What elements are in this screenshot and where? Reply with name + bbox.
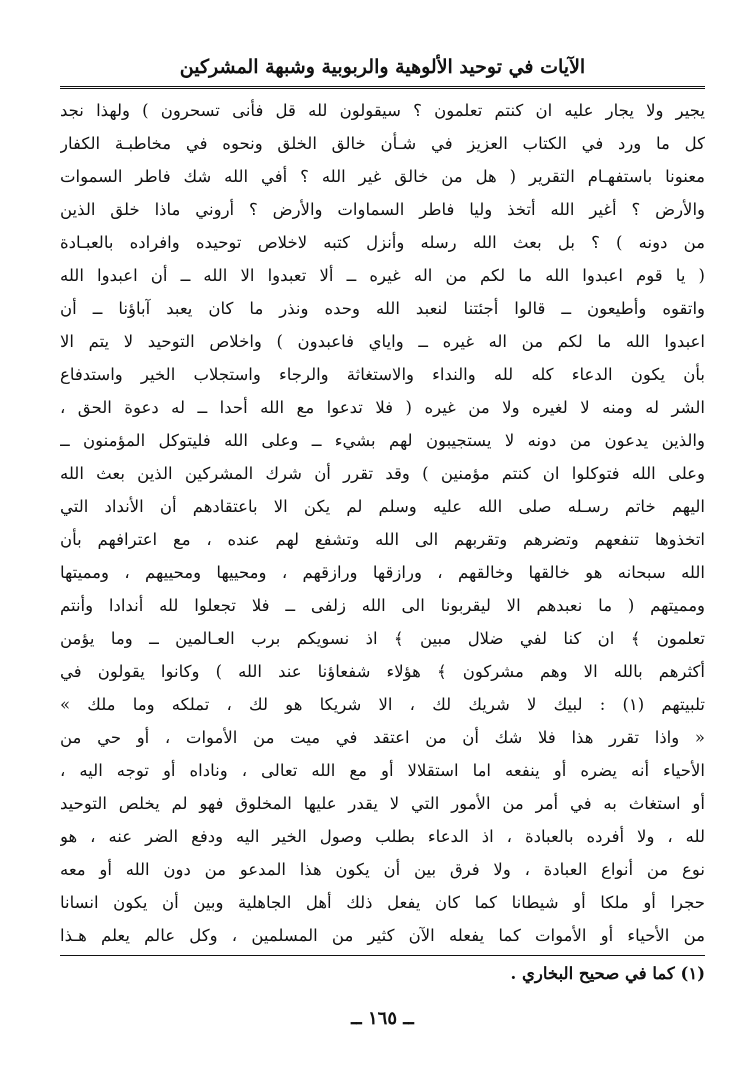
footnote: (١) كما في صحيح البخاري . bbox=[510, 964, 705, 983]
body-line: معنونا باستفهـام التقرير ( هل من خالق غير الله ؟ أفي الله شك فاطر السموات bbox=[60, 167, 705, 186]
body-line: الله سبحانه هو خالقها وخالقهم ، ورازقها ورازقهم ، ومحييها ومحييهم ، ومميتها bbox=[60, 563, 705, 582]
body-line: وعلى الله فتوكلوا ان كنتم مؤمنين ) وقد تقرر أن شرك المشركين الذين بعث الله bbox=[60, 464, 705, 483]
body-line: والذين يدعون من دونه لا يستجيبون لهم بشيء ــ وعلى الله فليتوكل المؤمنون ــ bbox=[60, 431, 705, 450]
body-line: أكثرهم بالله الا وهم مشركون ﴾ هؤلاء شفعاؤنا عند الله ) وكانوا يقولون في bbox=[60, 662, 705, 681]
page-number: ــ ١٦٥ ــ bbox=[351, 1008, 414, 1029]
body-line: كل ما ورد في الكتاب العزيز في شـأن خالق الخلق ونحوه في مخاطبـة الكفار bbox=[60, 134, 705, 153]
body-line: « واذا تقرر هذا فلا شك أن من اعتقد في ميت من الأموات ، أو حي من bbox=[60, 728, 705, 747]
body-line: حجرا أو ملكا أو شيطانا كما كان يفعل ذلك أهل الجاهلية وبين أن يكون انسانا bbox=[60, 893, 705, 912]
body-line: ومميتهم ( ما نعبدهم الا ليقربونا الى الله زلفى ــ فلا تجعلوا لله أندادا وأنتم bbox=[60, 596, 705, 615]
body-text bbox=[60, 94, 705, 952]
body-line: يجير ولا يجار عليه ان كنتم تعلمون ؟ سيقولون لله قل فأنى تسحرون ) ولهذا نجد bbox=[60, 101, 705, 120]
body-line: اليهم خاتم رسـله صلى الله عليه وسلم لم يكن الا باعتقادهم أن الأنداد التي bbox=[60, 497, 705, 516]
body-line: الشر له ومنه لا لغيره ولا من غيره ( فلا تدعوا مع الله أحدا ــ له دعوة الحق ، bbox=[60, 398, 705, 417]
body-line: نوع من أنواع العبادة ، ولا فرق بين أن يكون هذا المدعو من دون الله أو معه bbox=[60, 860, 705, 879]
body-line: والأرض ؟ أغير الله أتخذ وليا فاطر السماوات والأرض ؟ أروني ماذا خلق الذين bbox=[60, 200, 705, 219]
body-line: تلبيتهم (١) : لبيك لا شريك لك ، الا شريكا هو لك ، تملكه وما ملك » bbox=[60, 695, 705, 714]
body-line: ( يا قوم اعبدوا الله ما لكم من اله غيره ــ ألا تعبدوا الا الله ــ أن اعبدوا الله bbox=[60, 266, 705, 285]
document-page bbox=[60, 50, 705, 1060]
body-line: بأن يكون الدعاء كله لله والنداء والاستغاثة والرجاء واستجلاب الخير واستدفاع bbox=[60, 365, 705, 384]
body-line: لله ، ولا أفرده بالعبادة ، اذ الدعاء بطلب وصول الخير اليه ودفع الضر عنه ، هو bbox=[60, 827, 705, 846]
body-line: من الأحياء أو الأموات كما يفعله الآن كثير من المسلمين ، وكل عالم يعلم هـذا bbox=[60, 926, 705, 945]
body-line: أو استغاث به في أمر من الأمور التي لا يقدر عليها المخلوق فهو لم يخلص التوحيد bbox=[60, 794, 705, 813]
body-line: اعبدوا الله ما لكم من اله غيره ــ واياي فاعبدون ) واخلاص التوحيد لا يتم الا bbox=[60, 332, 705, 351]
header-divider bbox=[60, 86, 705, 89]
body-line: تعلمون ﴾ ان كنا لفي ضلال مبين ﴾ اذ نسويكم برب العـالمين ــ وما يؤمن bbox=[60, 629, 705, 648]
running-header-title: الآيات في توحيد الألوهية والربوبية وشبهة المشركين bbox=[179, 56, 586, 78]
body-line: الأحياء أنه يضره أو ينفعه اما استقلالا أو مع الله تعالى ، وناداه أو توجه اليه ، bbox=[60, 761, 705, 780]
body-line: من دونه ) ؟ بل بعث الله رسله وأنزل كتبه لاخلاص توحيده وافراده بالعبـادة bbox=[60, 233, 705, 252]
body-line: واتقوه وأطيعون ــ قالوا أجئتنا لنعبد الله وحده ونذر ما كان يعبد آباؤنا ــ أن bbox=[60, 299, 705, 318]
footnote-divider bbox=[60, 955, 705, 956]
body-line: اتخذوها تنفعهم وتضرهم وتقربهم الى الله وتشفع لهم عنده ، مع اعترافهم بأن bbox=[60, 530, 705, 549]
